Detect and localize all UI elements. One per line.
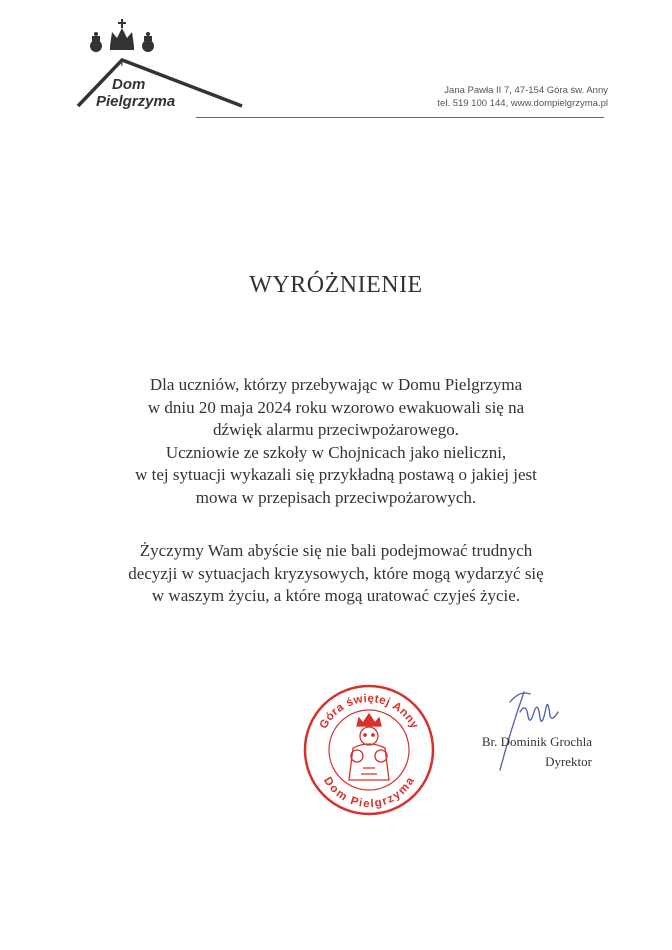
paragraph-1: [60, 374, 612, 509]
paragraph-line: w dniu 20 maja 2024 roku wzorowo ewakuowali się na: [147, 397, 525, 417]
paragraph-line: Uczniowie ze szkoły w Chojnicach jako nieliczni,: [165, 442, 507, 462]
address-line: Jana Pawła II 7, 47-154 Góra św. Anny: [444, 85, 608, 96]
signer-name: Br. Dominik Grochla: [481, 734, 592, 749]
signer-role: Dyrektor: [545, 754, 592, 769]
stamp-seal: [301, 682, 437, 818]
logo: [74, 18, 249, 113]
paragraph-line: Życzymy Wam abyście się nie bali podejmować trudnych: [139, 541, 533, 560]
paragraph-line: w waszym życiu, a które mogą uratować czyjeś życie.: [151, 586, 521, 605]
stamp-bottom-text: Dom Pielgrzyma: [321, 775, 418, 811]
paragraph-line: dźwięk alarmu przeciwpożarowego.: [213, 420, 459, 439]
stamp-top-text: Góra świętej Anny: [317, 692, 421, 732]
paragraph-2: [60, 540, 612, 608]
paragraph-line: Dla uczniów, którzy przebywając w Domu Pielgrzyma: [149, 375, 523, 394]
header-divider: [196, 117, 604, 118]
paragraph-line: mowa w przepisach przeciwpożarowych.: [195, 487, 477, 507]
letterhead-address: [437, 84, 608, 110]
logo-text-pielgrzyma: Pielgrzyma: [96, 93, 176, 110]
signer-block: [482, 732, 592, 772]
paragraph-line: decyzji w sytuacjach kryzysowych, które mogą wydarzyć się: [128, 563, 544, 583]
contact-line: tel. 519 100 144, www.dompielgrzyma.pl: [437, 98, 608, 109]
official-stamp: [301, 682, 437, 818]
paragraph-line: w tej sytuacji wykazali się przykładną postawą o jakiej jest: [135, 465, 537, 484]
document-title: WYRÓŻNIENIE: [249, 272, 423, 298]
logo-text-dom: Dom: [112, 76, 146, 93]
